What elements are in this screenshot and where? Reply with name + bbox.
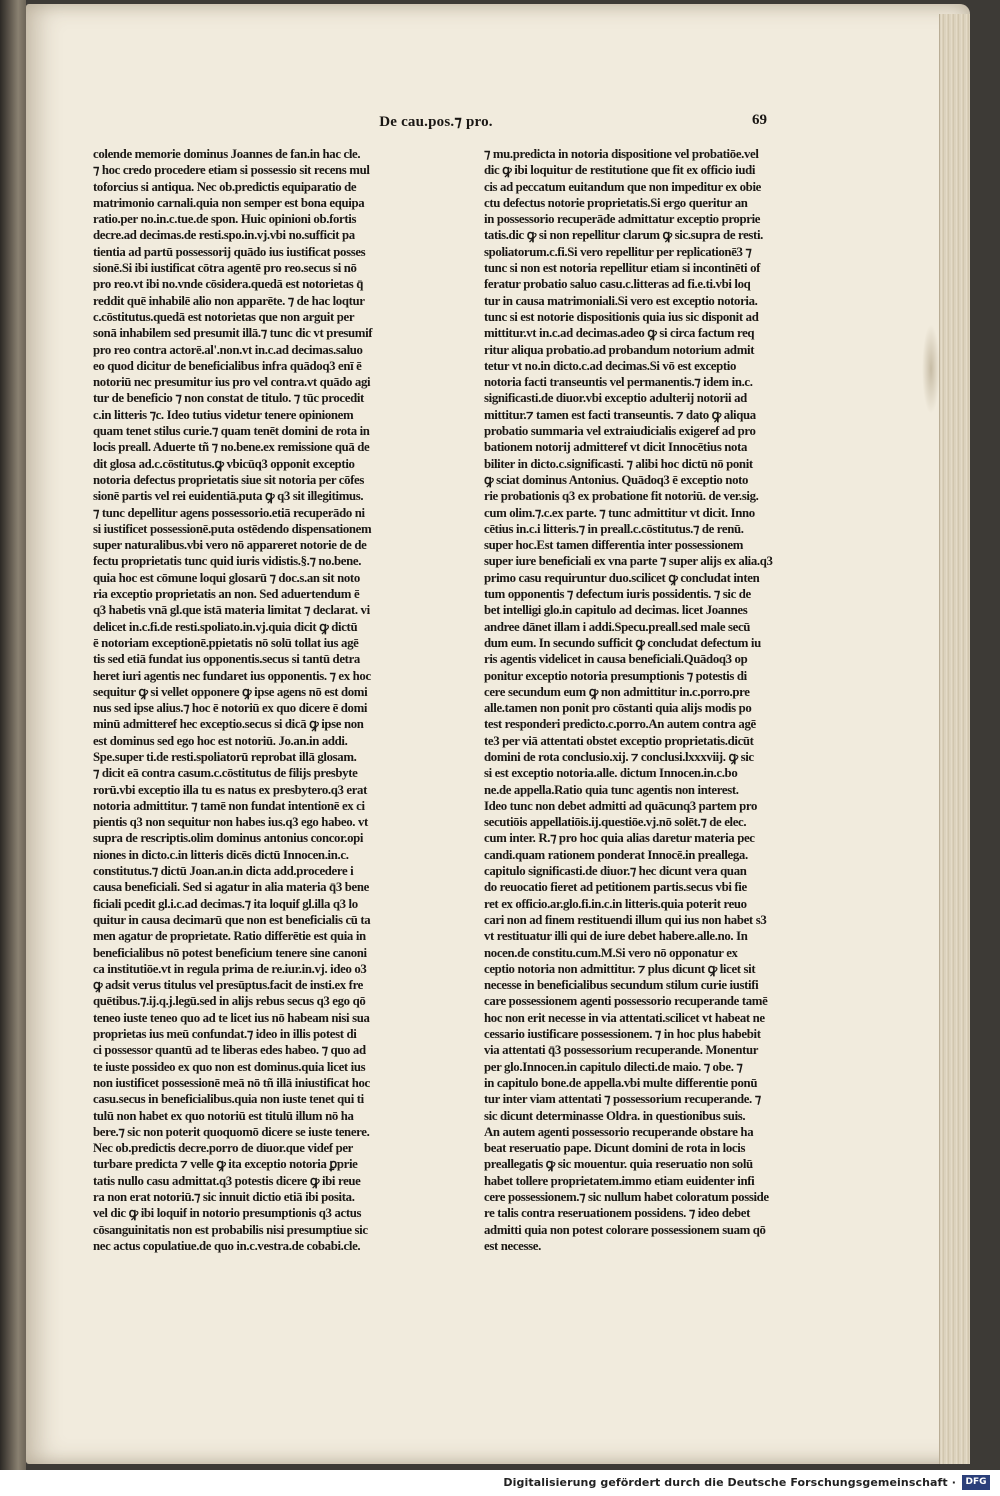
folio-number: 69 bbox=[752, 112, 767, 128]
text-column-left bbox=[93, 146, 439, 1254]
text-line: bationem notorij admitteref vt dicit Innocētius nota bbox=[484, 440, 748, 455]
text-line: ceptio notoria non admittitur. ⁊ plus dicunt ꝙ licet sit bbox=[484, 961, 756, 976]
text-line: notoriū nec presumitur ius pro vel contra.vt quādo agi bbox=[93, 375, 371, 390]
text-line: mittitur.vt in.c.ad decimas.adeo ꝙ si circa factum req bbox=[484, 326, 755, 341]
text-line: sionē.Si ibi iustificat cōtra agentē pro reo.secus si nō bbox=[93, 261, 357, 276]
text-line: ratio.per no.in.c.tue.de spon. Huic opinioni ob.fortis bbox=[93, 212, 357, 227]
text-line: ne.de appella.Ratio quia tunc agentis non interest. bbox=[484, 782, 739, 797]
text-line: ra non erat notoriū.⁊ sic innuit dictio etiā ibi posita. bbox=[93, 1190, 355, 1204]
dfg-logo: DFG bbox=[962, 1475, 990, 1490]
text-line: re talis contra reseruationem possidens. ⁊ ideo debet bbox=[484, 1206, 751, 1221]
text-line: sonā inhabilem sed presumit illā.⁊ tunc dic vt presumif bbox=[93, 326, 373, 341]
text-line: tis sed etiā fundat ius opponentis.secus si tantū detra bbox=[93, 652, 360, 667]
text-line: domini de rota conclusio.xij. ⁊ conclusi.lxxxviij. ꝙ sic bbox=[484, 749, 754, 764]
text-line: super hoc.Est tamen differentia inter possessionem bbox=[484, 538, 744, 553]
text-line: ꝙ adsit verus titulus vel presūptus.facit de insti.ex fre bbox=[93, 978, 364, 993]
text-line: sionē partis vel rei euidentiā.puta ꝙ q3 sit illegitimus. bbox=[93, 489, 364, 504]
text-line: dic ꝙ ibi loquitur de restitutione que fit ex officio iudi bbox=[484, 163, 756, 178]
text-line: probatio summaria vel extraiudicialis exigeref ad pro bbox=[484, 424, 756, 439]
text-line: tunc si est notorie dispositionis quia ius sic disponit ad bbox=[484, 309, 759, 324]
text-line: candi.quam rationem ponderat Innocē.in preallega. bbox=[484, 847, 748, 862]
text-line: hoc non erit necesse in via attentati.scilicet vt habeat ne bbox=[484, 1010, 765, 1025]
text-line: men agatur de proprietate. Ratio differētie est quia in bbox=[93, 929, 366, 944]
text-line: secutiōis appellatiōis.ij.questiōe.vj.nō solēt.⁊ de elec. bbox=[484, 815, 747, 830]
text-line: quētibus.⁊.ij.q.j.legū.sed in alijs rebus secus q3 ego qō bbox=[93, 994, 366, 1009]
text-line: ē notoriam exceptionē.ppietatis nō solū tollat ius agē bbox=[93, 635, 359, 650]
text-line: te iuste possideo ex quo non est dominus.quia licet ius bbox=[93, 1059, 366, 1074]
text-line: reddit quē inhabilē alio non apparēte. ⁊ de hac loqtur bbox=[93, 293, 365, 308]
text-line: feratur probatio saluo casu.c.litteras ad fi.e.ti.vbi loq bbox=[484, 277, 751, 292]
text-line: cōsanguinitatis non est probabilis nisi presumptiue sic bbox=[93, 1222, 368, 1237]
text-line: pro reo contra actorē.al'.non.vt in.c.ad decimas.saluo bbox=[93, 342, 363, 357]
text-line: supra de rescriptis.olim dominus antonius concor.opi bbox=[93, 831, 364, 846]
text-line: cis ad peccatum euitandum que non impeditur ex obie bbox=[484, 179, 761, 194]
text-line: decre.ad decimas.de resti.spo.in.vj.vbi no.sufficit pa bbox=[93, 228, 355, 243]
text-line: ⁊ hoc credo procedere etiam si possessio sit recens mul bbox=[93, 163, 370, 178]
text-line: via attentati q̄3 possessorium recuperande. Monentur bbox=[484, 1043, 759, 1058]
text-line: pro reo.vt ibi no.vnde cōsidera.quedā est notorietas q̄ bbox=[93, 277, 363, 292]
text-line: biliter in dicto.c.significasti. ⁊ alibi hoc dictū nō ponit bbox=[484, 456, 753, 471]
text-line: dum eum. In secundo sufficit ꝙ concludat defectum iu bbox=[484, 635, 761, 650]
running-title: De cau.pos.⁊ pro. bbox=[379, 114, 493, 130]
text-line: q3 habetis vnā gl.que istā materia limitat ⁊ declarat. vi bbox=[93, 603, 370, 618]
text-line: tunc si non est notoria repellitur etiam si incontinēti of bbox=[484, 261, 761, 276]
text-line: quitur in causa decimarū que non est beneficialis cū ta bbox=[93, 912, 371, 927]
text-line: ritur aliqua probatio.ad probandum notorium admit bbox=[484, 342, 755, 357]
text-line: mittitur.⁊ tamen est facti transeuntis. ⁊ dato ꝙ aliqua bbox=[484, 407, 756, 422]
text-line: primo casu requiruntur duo.scilicet ꝙ concludat inten bbox=[484, 570, 760, 585]
text-line: tur inter viam attentati ⁊ possessorium recuperande. ⁊ bbox=[484, 1092, 761, 1107]
text-line: quam tenet stilus curie.⁊ quam tenēt domini de rota in bbox=[93, 424, 370, 439]
text-column-right bbox=[484, 146, 830, 1254]
funding-note: Digitalisierung gefördert durch die Deutsche Forschungsgemeinschaft · bbox=[503, 1476, 956, 1489]
text-line: cum olim.⁊.c.ex parte. ⁊ tunc admittitur vt dicit. Inno bbox=[484, 505, 755, 520]
text-line: tur in causa matrimoniali.Si vero est exceptio notoria. bbox=[484, 293, 758, 308]
text-line: ctu defectus notorie proprietatis.Si ergo queritur an bbox=[484, 195, 748, 210]
text-line: tum opponentis ⁊ defectum iuris possidentis. ⁊ sic de bbox=[484, 587, 751, 602]
text-line: bet intelligi glo.in capitulo ad decimas. licet Joannes bbox=[484, 603, 748, 618]
text-line: locis preall. Aduerte tñ ⁊ no.bene.ex remissione quā de bbox=[93, 440, 370, 455]
text-line: dit glosa ad.c.cōstitutus.ꝙ vbicūq3 opponit exceptio bbox=[93, 456, 355, 471]
text-line: matrimonio carnali.quia non semper est bona equipa bbox=[93, 195, 365, 210]
text-line: super iure beneficiali ex vna parte ⁊ super alijs ex alia.q3 bbox=[484, 554, 773, 569]
text-line: tientia ad partū possessorij quādo ius iustificat posses bbox=[93, 244, 366, 259]
text-line: minū admitteref hec exceptio.secus si dicā ꝙ ipse non bbox=[93, 717, 364, 732]
text-line: cessario iustificare possessionem. ⁊ in hoc plus habebit bbox=[484, 1027, 761, 1042]
text-line: te3 per viā attentati obstet exceptio proprietatis.dicūt bbox=[484, 733, 754, 748]
text-line: ria exceptio proprietatis an non. Sed aduertendum ē bbox=[93, 587, 360, 602]
text-line: causa beneficiali. Sed si agatur in alia materia q̄3 bene bbox=[93, 880, 369, 895]
text-line: tatis.dic ꝙ si non repellitur clarum ꝙ sic.supra de resti. bbox=[484, 228, 764, 243]
text-line: cari non ad finem restituendi illum qui ius non habet s3 bbox=[484, 912, 767, 927]
text-line: notoria defectus proprietatis siue sit notoria per cōfes bbox=[93, 472, 365, 487]
text-line: heret iuri agentis nec fundaret ius opponentis. ⁊ ex hoc bbox=[93, 668, 371, 683]
text-line: c.cōstitutus.quedā est notorietas que non arguit per bbox=[93, 309, 355, 324]
text-line: ris agentis videlicet in causa beneficiali.Quādoq3 op bbox=[484, 652, 748, 667]
text-line: ⁊ mu.predicta in notoria dispositione vel probatiōe.vel bbox=[484, 147, 759, 161]
text-line: ci possessor quantū ad te liberas edes habeo. ⁊ quo ad bbox=[93, 1043, 366, 1058]
text-line: ꝙ sciat dominus Antonius. Quādoq3 ē exceptio noto bbox=[484, 472, 749, 487]
text-line: colende memorie dominus Joannes de fan.in hac cle. bbox=[93, 147, 361, 161]
text-line: non iustificet possessionē meā nō tñ illā iniustificat hoc bbox=[93, 1075, 370, 1090]
text-line: rie probationis q3 ex probatione fit notoriū. de ver.sig. bbox=[484, 489, 759, 504]
text-line: tatis nullo casu admittat.q3 potestis dicere ꝙ ibi reue bbox=[93, 1173, 361, 1188]
text-line: test responderi predicto.c.porro.An autem contra agē bbox=[484, 717, 756, 732]
text-line: casu.secus in beneficialibus.quia non iuste tenet qui ti bbox=[93, 1092, 364, 1107]
text-line: notoria facti transeuntis vel permanentis.⁊ idem in.c. bbox=[484, 375, 753, 390]
text-line: capitulo significasti.de diuor.⁊ hec dicunt vera quan bbox=[484, 864, 747, 879]
text-line: cētius in.c.i litteris.⁊ in preall.c.cōstitutus.⁊ de renū. bbox=[484, 521, 744, 536]
text-line: tetur vt no.in dicto.c.ad decimas.Si vō est exceptio bbox=[484, 358, 737, 373]
text-line: sic dicunt determinasse Oldra. in questionibus suis. bbox=[484, 1108, 746, 1123]
text-line: bere.⁊ sic non poterit quoquomō dicere se iuste tenere. bbox=[93, 1124, 370, 1139]
text-line: ret ex officio.ar.glo.fi.in.c.in litteris.quia poterit reuo bbox=[484, 896, 747, 911]
text-line: constitutus.⁊ dictū Joan.an.in dicta add.procedere i bbox=[93, 864, 354, 879]
text-line: sequitur ꝙ si vellet opponere ꝙ ipse agens nō est domi bbox=[93, 684, 368, 699]
text-line: beat reseruatio pape. Dicunt domini de rota in locis bbox=[484, 1141, 746, 1156]
text-line: cum inter. R.⁊ pro hoc quia alias daretur materia pec bbox=[484, 831, 755, 846]
text-line: cere secundum eum ꝙ non admittitur in.c.porro.pre bbox=[484, 684, 750, 699]
text-line: vt restituatur illi qui de iure debet habere.alle.no. In bbox=[484, 929, 748, 944]
text-line: tulū non habet ex quo notoriū est titulū illum nō ha bbox=[93, 1108, 354, 1123]
footer-bar bbox=[0, 1470, 1000, 1496]
text-line: preallegatis ꝙ sic mouentur. quia reseruatio non solū bbox=[484, 1157, 753, 1172]
text-line: in possessorio recuperāde admittatur exceptio proprie bbox=[484, 212, 761, 227]
text-line: quia hoc est cōmune loqui glosarū ⁊ doc.s.an sit noto bbox=[93, 570, 360, 585]
text-line: Nec ob.predictis decre.porro de diuor.que videf per bbox=[93, 1141, 353, 1156]
text-line: est necesse. bbox=[484, 1238, 541, 1253]
text-line: proprietas ius meū confundat.⁊ ideo in illis potest di bbox=[93, 1027, 357, 1042]
text-line: est dominus sed ego hoc est notoriū. Jo.an.in addi. bbox=[93, 733, 348, 748]
text-line: teneo iuste teneo quo ad te licet ius nō habeam nisi sua bbox=[93, 1010, 370, 1025]
previous-page-edge bbox=[0, 0, 26, 1470]
text-line: care possessionem agenti possessorio recuperande tamē bbox=[484, 994, 768, 1009]
text-line: si est exceptio notoria.alle. dictum Innocen.in.c.bo bbox=[484, 766, 738, 781]
text-line: eo quod dicitur de beneficialibus infra quādoq3 enī ē bbox=[93, 358, 362, 373]
text-line: significasti.de diuor.vbi exceptio adulterij notorii ad bbox=[484, 391, 747, 406]
text-line: nus sed ipse alius.⁊ hoc ē notoriū ex quo dicere ē domi bbox=[93, 701, 368, 716]
text-line: ficiali pcedit gl.i.c.ad decimas.⁊ ita loquif gl.illa q3 lo bbox=[93, 896, 358, 911]
text-line: super naturalibus.vbi vero nō appareret notorie de de bbox=[93, 538, 367, 553]
text-line: notoria admittitur. ⁊ tamē non fundat intentionē ex ci bbox=[93, 798, 365, 813]
paper-stain bbox=[922, 324, 940, 414]
text-line: rorū.vbi exceptio illa tu es natus ex presbytero.q3 erat bbox=[93, 782, 367, 797]
text-line: per glo.Innocen.in capitulo dilecti.de maio. ⁊ obe. ⁊ bbox=[484, 1059, 743, 1074]
text-line: turbare predicta ⁊ velle ꝙ ita exceptio notoria ꝑprie bbox=[93, 1157, 358, 1172]
text-line: ponitur exceptio notoria presumptionis ⁊ potestis di bbox=[484, 668, 747, 683]
text-line: toforcius si antiqua. Nec ob.predictis equiparatio de bbox=[93, 179, 357, 194]
text-line: si iustificet possessionē.puta ostēdendo dispensationem bbox=[93, 521, 372, 536]
text-line: ⁊ tunc depellitur agens possessorio.etiā recuperādo ni bbox=[93, 505, 365, 520]
text-line: nec actus copulatiue.de quo in.c.vestra.de cobabi.cle. bbox=[93, 1238, 361, 1253]
text-line: nocen.de constitu.cum.M.Si vero nō opponatur ex bbox=[484, 945, 738, 960]
text-line: do reuocatio fieret ad petitionem partis.secus vbi fie bbox=[484, 880, 747, 895]
text-line: ca institutiōe.vt in regula prima de re.iur.in.vj. ideo o3 bbox=[93, 961, 367, 976]
text-line: in capitulo bone.de appella.vbi multe differentie ponū bbox=[484, 1075, 758, 1090]
text-line: habet tollere proprietatem.immo etiam euidenter infi bbox=[484, 1173, 755, 1188]
text-line: alle.tamen non ponit pro cōstanti quia alijs modis po bbox=[484, 701, 752, 716]
text-line: Ideo tunc non debet admitti ad quācunq3 partem pro bbox=[484, 798, 758, 813]
text-line: delicet in.c.fi.de resti.spoliato.in.vj.quia dicit ꝙ dictū bbox=[93, 619, 358, 634]
text-line: pientis q3 non sequitur non habes ius.q3 ego habeo. vt bbox=[93, 815, 368, 830]
text-line: fectu proprietatis tunc quid iuris vidistis.§.⁊ no.bene. bbox=[93, 554, 362, 569]
text-line: tur de beneficio ⁊ non constat de titulo. ⁊ tūc procedit bbox=[93, 391, 364, 406]
text-line: admitti quia non potest colorare possessionem suam qō bbox=[484, 1222, 766, 1237]
text-line: ⁊ dicit eā contra casum.c.cōstitutus de filijs presbyte bbox=[93, 766, 358, 781]
text-line: An autem agenti possessorio recuperande obstare ha bbox=[484, 1124, 754, 1139]
text-line: vel dic ꝙ ibi loquif in notorio presumptionis q3 actus bbox=[93, 1206, 362, 1221]
text-line: niones in dicto.c.in litteris dicēs dictū Innocen.in.c. bbox=[93, 847, 349, 862]
text-line: spoliatorum.c.fi.Si vero repellitur per replicationē3 ⁊ bbox=[484, 244, 752, 259]
text-line: andree dānet illam i addi.Specu.preall.sed male secū bbox=[484, 619, 751, 634]
text-line: necesse in beneficialibus secundum stilum curie iustifi bbox=[484, 978, 759, 993]
text-line: c.in litteris ⁊c. Ideo tutius videtur tenere opinionem bbox=[93, 407, 354, 422]
text-line: cere possessionem.⁊ sic nullum habet coloratum posside bbox=[484, 1190, 769, 1204]
text-line: Spe.super ti.de resti.spoliatorū reprobat illā glosam. bbox=[93, 749, 357, 764]
text-line: beneficialibus nō potest beneficium tenere sine canoni bbox=[93, 945, 367, 960]
fore-edge bbox=[939, 14, 970, 1464]
